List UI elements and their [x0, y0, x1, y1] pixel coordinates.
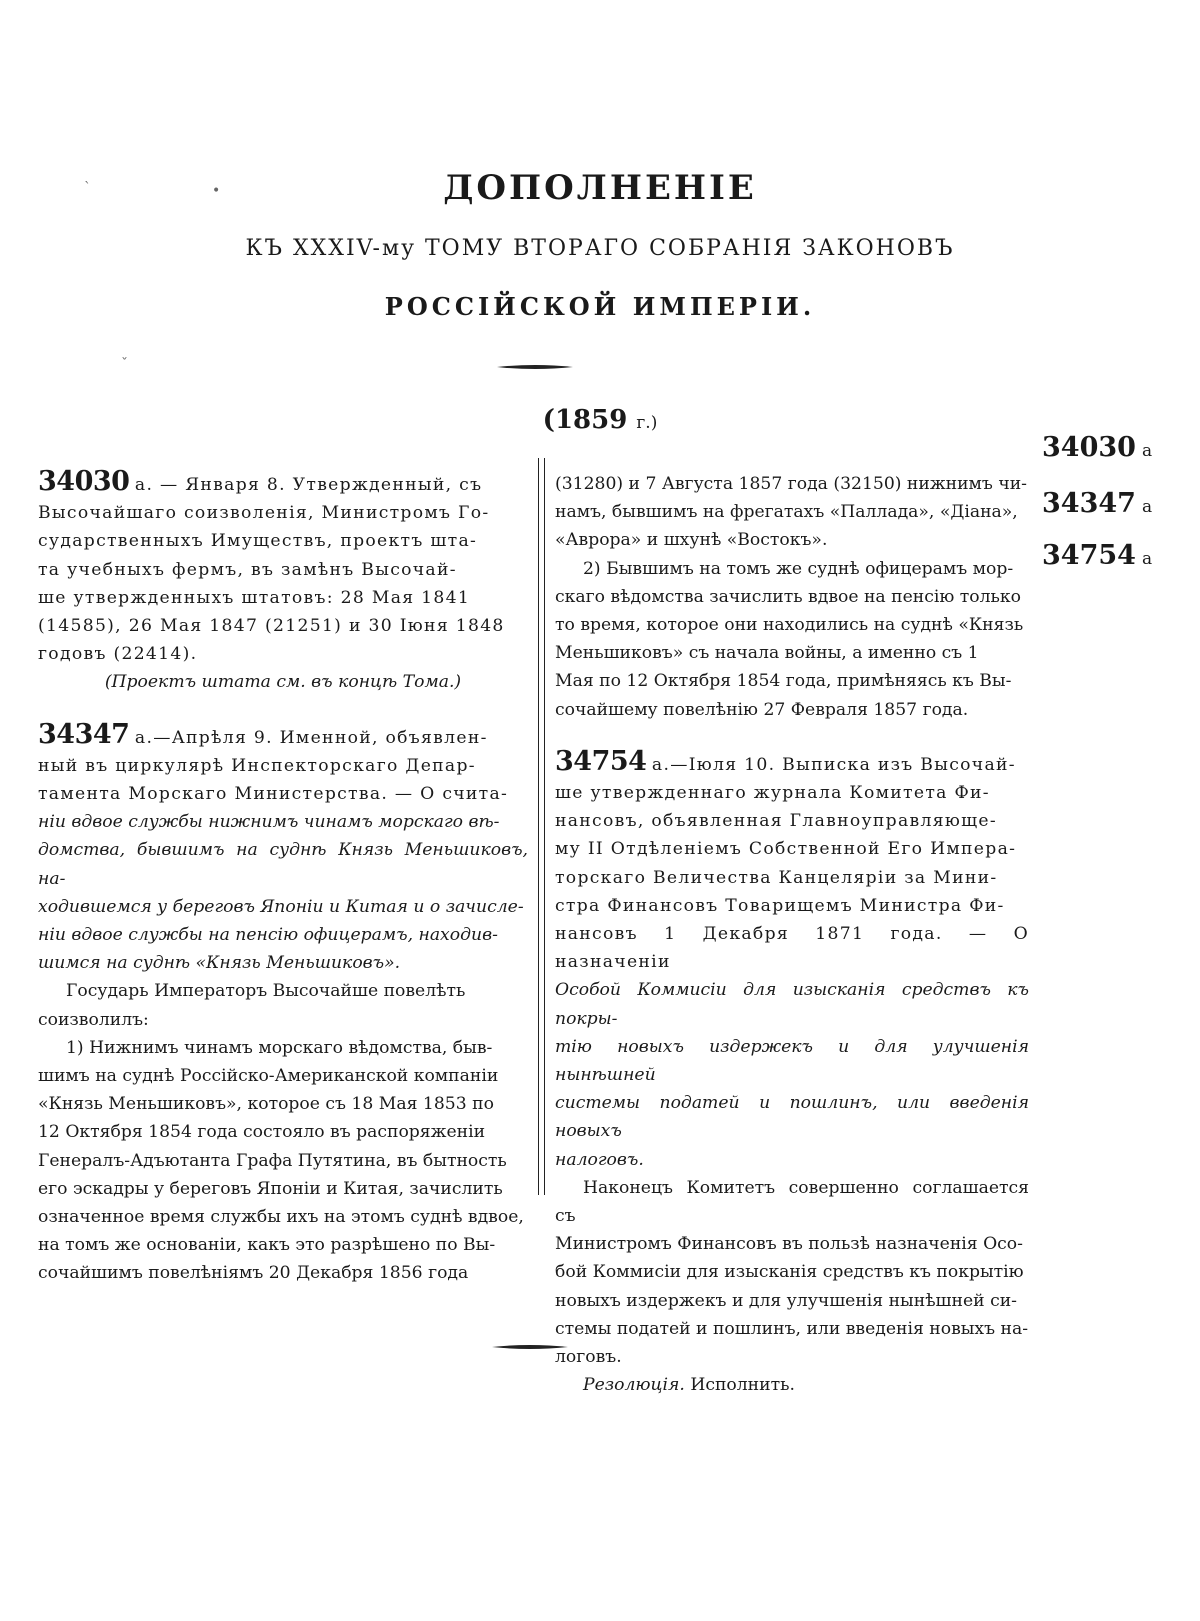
- text-line: «Аврора» и шхунѣ «Востокъ».: [555, 530, 828, 551]
- year-value: (1859: [542, 405, 628, 435]
- entry-note: (Проектъ штата см. въ концѣ Тома.): [104, 672, 462, 693]
- scan-speck: ˇ: [121, 356, 128, 372]
- text-line: 2) Бывшимъ на томъ же суднѣ офицерамъ мор-: [583, 558, 1014, 579]
- text-line: Высочайшаго соизволенія, Министромъ Го-: [38, 503, 490, 524]
- margin-number: [1042, 432, 1152, 463]
- text-line: ходившемся у береговъ Японіи и Китая и о зачисле-: [38, 896, 524, 917]
- document-subtitle-2: РОССІЙСКОЙ ИМПЕРІИ.: [384, 292, 816, 321]
- entry-lead: а.—Апрѣля 9. Именной, объявлен-: [134, 727, 488, 748]
- text-line: соизволилъ:: [38, 1009, 149, 1030]
- entry-number: 34030: [38, 466, 130, 497]
- text-line: логовъ.: [555, 1347, 622, 1368]
- text-line: «Князь Меньшиковъ», которое съ 18 Мая 1853 по: [38, 1094, 494, 1115]
- text-line: Меньшиковъ» съ начала войны, а именно съ 1: [555, 643, 979, 664]
- spacer: [555, 724, 1029, 748]
- margin-number-suffix: а: [1141, 549, 1153, 569]
- text-line: его эскадры у береговъ Японіи и Китая, зачислить: [38, 1178, 503, 1199]
- text-line: нансовъ, объявленная Главноуправляюще-: [555, 811, 997, 832]
- scan-speck: ˋ: [84, 180, 91, 196]
- year-heading: [0, 405, 1200, 435]
- entry-34754-lead: [555, 745, 1029, 779]
- text-line: намъ, бывшимъ на фрегатахъ «Паллада», «Діана»,: [555, 502, 1018, 523]
- text-line: означенное время службы ихъ на этомъ суднѣ вдвое,: [38, 1207, 524, 1228]
- text-line: сочайшему повелѣнію 27 Февраля 1857 года.: [555, 699, 969, 720]
- margin-number-value: 34754: [1042, 540, 1136, 571]
- resolution-text: Исполнить.: [690, 1375, 795, 1396]
- text-line: тію новыхъ издержекъ и для улучшенія нынѣшней: [555, 1036, 1029, 1086]
- text-line: тамента Морскаго Министерства. — О счита-: [38, 784, 509, 805]
- text-line: ше утвержденнаго журнала Комитета Фи-: [555, 783, 990, 804]
- margin-number-suffix: а: [1141, 497, 1153, 517]
- text-line: новыхъ издержекъ и для улучшенія нынѣшней си-: [555, 1290, 1017, 1311]
- text-line: ніи вдвое службы нижнимъ чинамъ морскаго вѣ-: [38, 812, 500, 833]
- entry-number: 34754: [555, 745, 647, 777]
- text-line: торскаго Величества Канцеляріи за Мини-: [555, 867, 998, 888]
- text-line: Государь Императоръ Высочайше повелѣть: [66, 981, 466, 1002]
- document-title: ДОПОЛНЕНІЕ: [443, 168, 757, 208]
- entry-lead: а. — Января 8. Утвержденный, съ: [134, 475, 483, 495]
- margin-number-value: 34347: [1042, 488, 1136, 519]
- text-line: (14585), 26 Мая 1847 (21251) и 30 Іюня 1848: [38, 616, 505, 637]
- text-line: стра Финансовъ Товарищемъ Министра Фи-: [555, 895, 1005, 916]
- margin-number-suffix: а: [1141, 441, 1153, 461]
- text-line: на томъ же основаніи, какъ это разрѣшено по Вы-: [38, 1235, 496, 1256]
- text-line: 1) Нижнимъ чинамъ морскаго вѣдомства, быв-: [66, 1037, 493, 1058]
- text-line: му II Отдѣленіемъ Собственной Его Импера-: [555, 839, 1017, 860]
- text-line: налоговъ.: [555, 1149, 644, 1170]
- text-line: то время, которое они находились на суднѣ «Князь: [555, 615, 1024, 636]
- text-line: нансовъ 1 Декабря 1871 года. — О назначеніи: [555, 924, 1029, 973]
- spacer: [38, 697, 528, 721]
- column-divider: [538, 458, 545, 1195]
- left-column: [38, 468, 528, 1288]
- entry-lead: а.—Іюля 10. Выписка изъ Высочай-: [651, 754, 1016, 775]
- text-line: 12 Октября 1854 года состояло въ распоряженіи: [38, 1122, 486, 1143]
- year-suffix: г.): [636, 413, 658, 433]
- text-line: сударственныхъ Имуществъ, проектъ шта-: [38, 531, 478, 552]
- text-line: та учебныхъ фермъ, въ замѣнъ Высочай-: [38, 559, 457, 580]
- text-line: системы податей и пошлинъ, или введенія новыхъ: [555, 1093, 1029, 1142]
- text-line: Наконецъ Комитетъ совершенно соглашается съ: [555, 1177, 1029, 1227]
- text-line: стемы податей и пошлинъ, или введенія новыхъ на-: [555, 1318, 1029, 1339]
- margin-number-value: 34030: [1042, 432, 1136, 463]
- entry-34347-lead: [38, 718, 528, 752]
- scan-speck: •: [212, 183, 221, 199]
- text-line: бой Коммисіи для изысканія средствъ къ покрытію: [555, 1262, 1024, 1283]
- text-line: ный въ циркулярѣ Инспекторскаго Депар-: [38, 755, 476, 776]
- document-subtitle: КЪ XXXIV-му ТОМУ ВТОРАГО СОБРАНІЯ ЗАКОНОВЪ: [245, 236, 955, 261]
- entry-number: 34347: [38, 718, 130, 750]
- text-line: домства, бывшимъ на суднѣ Князь Меньшиковъ, на-: [38, 840, 528, 889]
- text-line: годовъ (22414).: [38, 644, 198, 665]
- text-line: ше утвержденныхъ штатовъ: 28 Мая 1841: [38, 587, 471, 608]
- text-line: сочайшимъ повелѣніямъ 20 Декабря 1856 года: [38, 1263, 469, 1284]
- text-line: (31280) и 7 Августа 1857 года (32150) нижнимъ чи-: [555, 474, 1027, 494]
- text-line: ніи вдвое службы на пенсію офицерамъ, находив-: [38, 925, 498, 946]
- text-line: Генералъ-Адъютанта Графа Путятина, въ бытность: [38, 1150, 507, 1171]
- text-line: шимся на суднѣ «Князь Меньшиковъ».: [38, 953, 401, 974]
- text-line: скаго вѣдомства зачислить вдвое на пенсію только: [555, 586, 1022, 607]
- resolution-line: [555, 1371, 1029, 1399]
- text-line: шимъ на суднѣ Россійско-Американской компаніи: [38, 1066, 499, 1087]
- resolution-label: Резолюція.: [583, 1375, 685, 1396]
- text-line: Министромъ Финансовъ въ пользѣ назначенія Осо-: [555, 1234, 1023, 1255]
- right-column: [555, 470, 1029, 1400]
- text-line: Особой Коммисіи для изысканія средствъ къ покры-: [555, 980, 1029, 1029]
- margin-number: [1042, 488, 1152, 519]
- entry-34030-lead: [38, 468, 528, 499]
- text-line: Мая по 12 Октября 1854 года, примѣняясь къ Вы-: [555, 671, 1012, 692]
- margin-number: [1042, 540, 1152, 571]
